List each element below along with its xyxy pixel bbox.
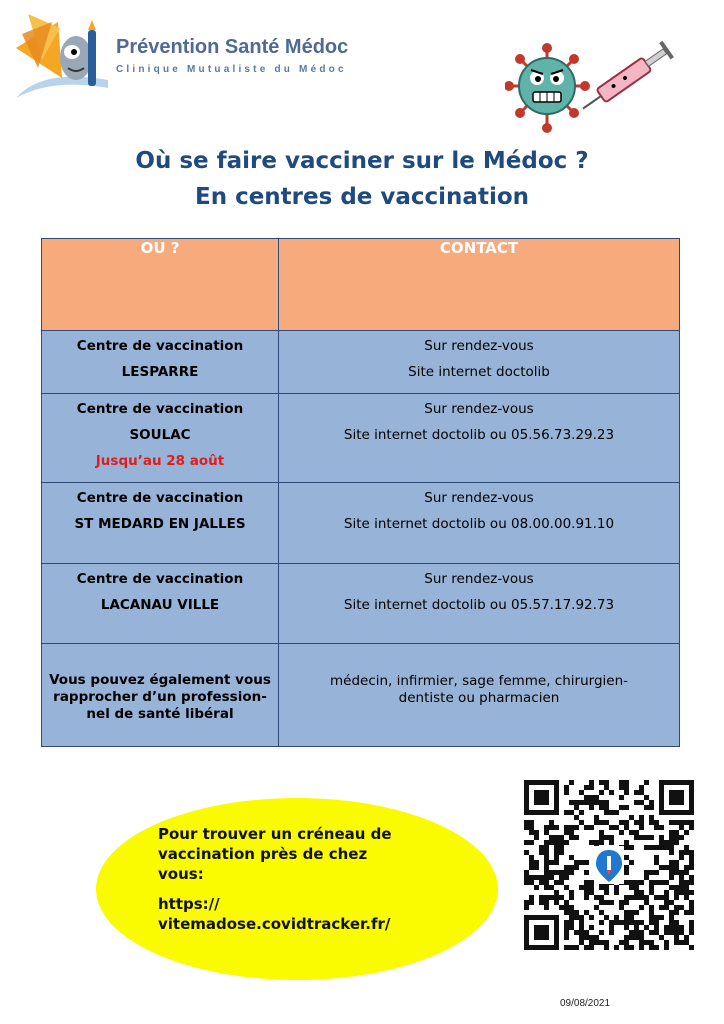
callout-url[interactable]: vitemadose.covidtracker.fr/ [158, 915, 391, 933]
page-title: Où se faire vacciner sur le Médoc ? [135, 148, 589, 174]
contact-details: Site internet doctolib ou 05.56.73.29.23 [343, 427, 615, 443]
centre-place: LESPARRE [121, 364, 199, 380]
virus-syringe-icon [505, 40, 687, 136]
contact-cell [279, 483, 680, 564]
centre-label: Centre de vaccination [76, 338, 244, 354]
contact-appointment: Sur rendez-vous [424, 490, 534, 506]
callout-url[interactable]: https:// [158, 895, 220, 913]
contact-details: Site internet doctolib ou 05.57.17.92.73 [343, 597, 615, 613]
professionals-line: dentiste ou pharmacien [398, 690, 560, 706]
table-row [42, 394, 680, 483]
professional-cell [42, 644, 279, 747]
table-row [42, 644, 680, 747]
centre-label: Centre de vaccination [76, 401, 244, 417]
callout-line: vous: [158, 865, 204, 883]
contact-cell [279, 394, 680, 483]
qr-code-icon[interactable] [524, 780, 694, 950]
fish-logo-icon [12, 8, 112, 100]
contact-details: Site internet doctolib [408, 364, 550, 380]
vaccination-centres-table [41, 238, 680, 747]
table-header-row [42, 239, 680, 331]
contact-cell [279, 564, 680, 644]
centre-label: Centre de vaccination [76, 571, 244, 587]
callout-text [158, 824, 458, 934]
centre-cell [42, 483, 279, 564]
contact-cell [279, 331, 680, 394]
table-row [42, 564, 680, 644]
centre-place: LACANAU VILLE [100, 597, 220, 613]
centre-cell [42, 394, 279, 483]
contact-appointment: Sur rendez-vous [424, 338, 534, 354]
callout-line: Pour trouver un créneau de [158, 825, 392, 843]
professionals-line: médecin, infirmier, sage femme, chirurgien- [329, 673, 629, 689]
professional-line: rapprocher d’un profession- [53, 689, 267, 705]
brand-subtitle: Clinique Mutualiste du Médoc [116, 64, 347, 75]
document-date: 09/08/2021 [560, 998, 611, 1009]
centre-note: Jusqu’au 28 août [95, 453, 225, 469]
contact-details: Site internet doctolib ou 08.00.00.91.10 [343, 516, 615, 532]
column-header-where: OU ? [42, 239, 279, 331]
page-subtitle: En centres de vaccination [194, 184, 530, 210]
contact-appointment: Sur rendez-vous [424, 401, 534, 417]
brand-name: Prévention Santé Médoc [116, 36, 349, 58]
contact-appointment: Sur rendez-vous [424, 571, 534, 587]
table-row [42, 483, 680, 564]
centre-cell [42, 331, 279, 394]
table-row [42, 331, 680, 394]
column-header-contact: CONTACT [279, 239, 680, 331]
centre-place: SOULAC [129, 427, 191, 443]
centre-label: Centre de vaccination [76, 490, 244, 506]
centre-cell [42, 564, 279, 644]
professionals-list-cell [279, 644, 680, 747]
centre-place: ST MEDARD EN JALLES [74, 516, 246, 532]
professional-line: nel de santé libéral [86, 706, 234, 722]
callout-line: vaccination près de chez [158, 845, 368, 863]
professional-line: Vous pouvez également vous [49, 672, 271, 688]
